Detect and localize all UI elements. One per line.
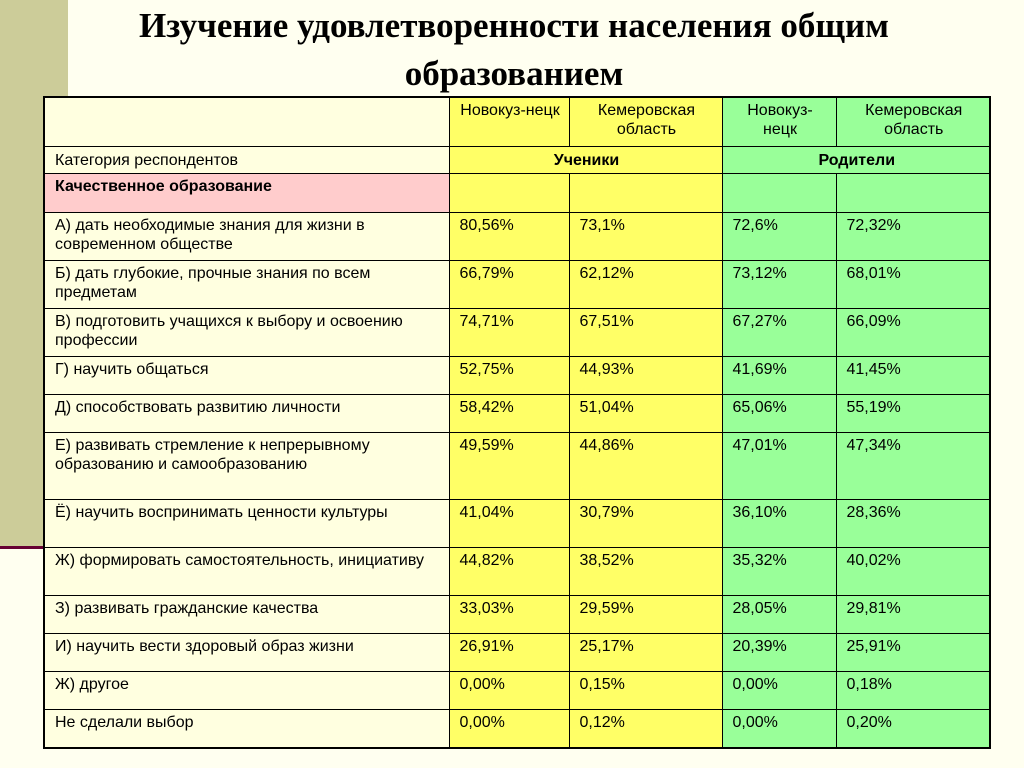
table-row [44,710,990,749]
value-cell: 0,00% [722,710,836,749]
category-label: Категория респондентов [44,147,449,174]
table-row [44,596,990,634]
value-cell: 28,05% [722,596,836,634]
table-row [44,309,990,357]
value-cell: 58,42% [449,395,569,433]
value-cell: 74,71% [449,309,569,357]
row-label: В) подготовить учащихся к выбору и освоению профессии [44,309,449,357]
row-label: Ж) другое [44,672,449,710]
value-cell: 38,52% [569,548,722,596]
header-empty-cell [44,97,449,147]
value-cell: 51,04% [569,395,722,433]
value-cell: 44,86% [569,433,722,500]
row-label: Е) развивать стремление к непрерывному образованию и самообразованию [44,433,449,500]
results-table [43,96,991,749]
value-cell: 41,45% [836,357,990,395]
value-cell: 0,20% [836,710,990,749]
value-cell: 72,32% [836,213,990,261]
value-cell: 35,32% [722,548,836,596]
value-cell: 28,36% [836,500,990,548]
slide-title: Изучение удовлетворенности населения общим образованием [139,6,889,93]
value-cell: 47,34% [836,433,990,500]
value-cell: 26,91% [449,634,569,672]
table-row [44,433,990,500]
value-cell: 73,1% [569,213,722,261]
value-cell: 65,06% [722,395,836,433]
value-cell: 40,02% [836,548,990,596]
value-cell: 49,59% [449,433,569,500]
value-cell: 36,10% [722,500,836,548]
value-cell: 0,00% [449,710,569,749]
table-row [44,213,990,261]
value-cell: 0,12% [569,710,722,749]
value-cell: 72,6% [722,213,836,261]
value-cell: 20,39% [722,634,836,672]
value-cell: 41,04% [449,500,569,548]
side-decoration-line [0,546,44,549]
row-label: З) развивать гражданские качества [44,596,449,634]
value-cell: 67,27% [722,309,836,357]
value-cell: 66,09% [836,309,990,357]
value-cell: 55,19% [836,395,990,433]
value-cell: 29,81% [836,596,990,634]
header-novokuznetsk-parents: Новокуз-нецк [722,97,836,147]
row-label: Ж) формировать самостоятельность, инициативу [44,548,449,596]
value-cell: 25,17% [569,634,722,672]
value-cell: 0,00% [449,672,569,710]
row-label: Б) дать глубокие, прочные знания по всем предметам [44,261,449,309]
section-empty-cell [449,174,569,213]
section-label: Качественное образование [44,174,449,213]
section-row [44,174,990,213]
header-novokuznetsk-students: Новокуз-нецк [449,97,569,147]
row-label: И) научить вести здоровый образ жизни [44,634,449,672]
value-cell: 41,69% [722,357,836,395]
section-empty-cell [722,174,836,213]
value-cell: 33,03% [449,596,569,634]
value-cell: 73,12% [722,261,836,309]
section-empty-cell [569,174,722,213]
value-cell: 68,01% [836,261,990,309]
value-cell: 80,56% [449,213,569,261]
value-cell: 62,12% [569,261,722,309]
section-empty-cell [836,174,990,213]
table-row [44,261,990,309]
row-label: А) дать необходимые знания для жизни в современном обществе [44,213,449,261]
value-cell: 67,51% [569,309,722,357]
group-parents: Родители [722,147,990,174]
value-cell: 29,59% [569,596,722,634]
header-kemerovo-parents: Кемеровская область [836,97,990,147]
table-row [44,548,990,596]
table-row [44,634,990,672]
row-label: Не сделали выбор [44,710,449,749]
row-label: Д) способствовать развитию личности [44,395,449,433]
row-label: Ё) научить воспринимать ценности культуры [44,500,449,548]
category-row [44,147,990,174]
value-cell: 52,75% [449,357,569,395]
value-cell: 47,01% [722,433,836,500]
value-cell: 30,79% [569,500,722,548]
table-row [44,500,990,548]
value-cell: 44,82% [449,548,569,596]
table-row [44,672,990,710]
group-students: Ученики [449,147,722,174]
value-cell: 0,00% [722,672,836,710]
table-row [44,357,990,395]
header-kemerovo-students: Кемеровская область [569,97,722,147]
table-row [44,395,990,433]
value-cell: 25,91% [836,634,990,672]
value-cell: 0,15% [569,672,722,710]
header-row [44,97,990,147]
row-label: Г) научить общаться [44,357,449,395]
value-cell: 0,18% [836,672,990,710]
value-cell: 66,79% [449,261,569,309]
value-cell: 44,93% [569,357,722,395]
